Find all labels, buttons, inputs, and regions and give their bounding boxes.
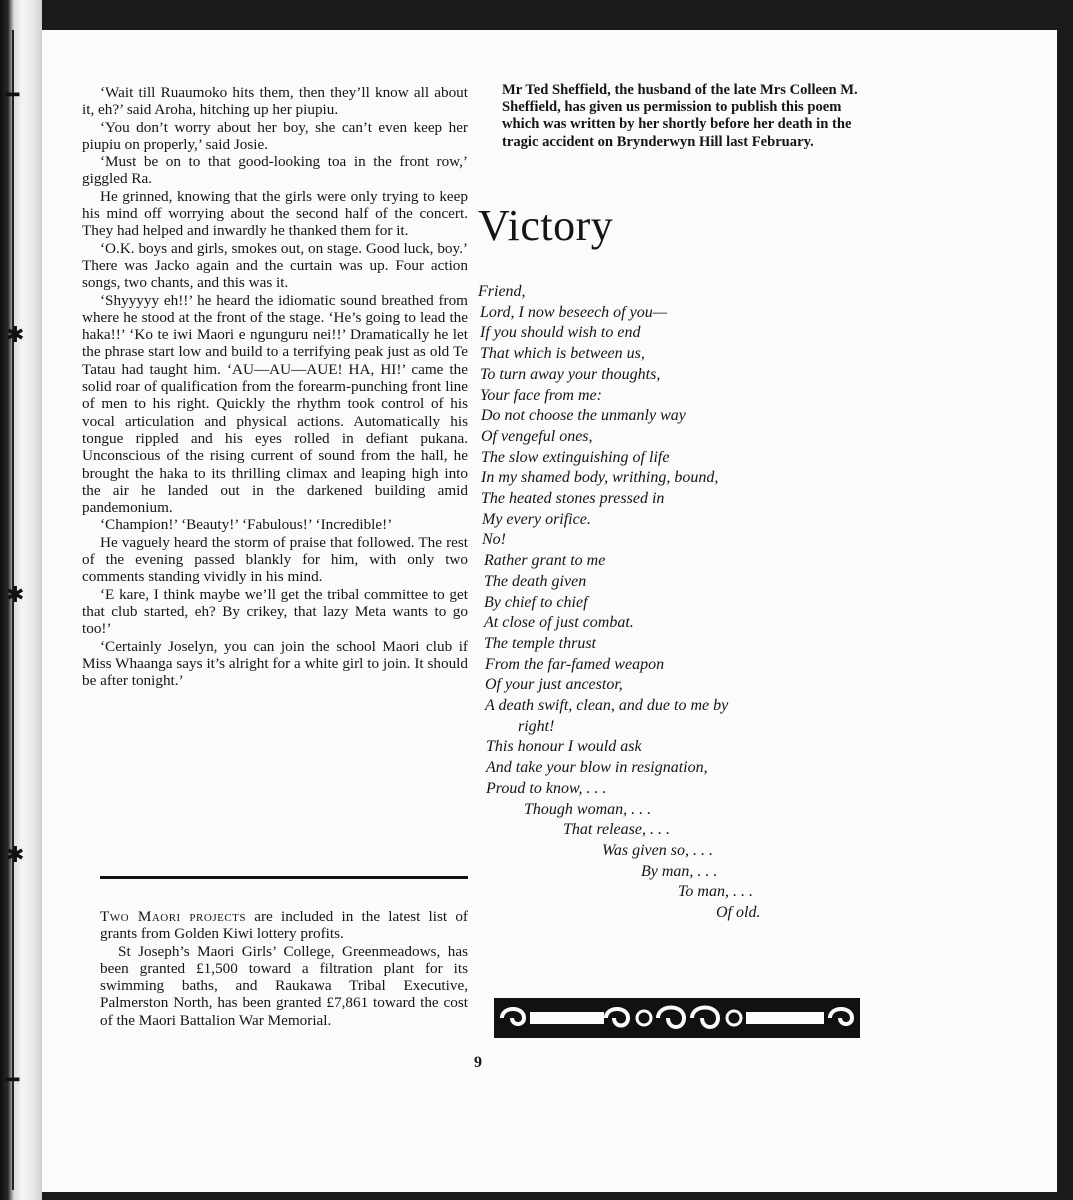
story-paragraph: ‘Champion!’ ‘Beauty!’ ‘Fabulous!’ ‘Incredible!’ xyxy=(100,516,393,534)
story-paragraph: ‘Shyyyyy eh!!’ he heard the idiomatic sound breathed from where he stood at the front of the stage. ‘He’s going to lead the haka!!’ ‘Ko te iwi Maori e ngunguru nei!!’ Dramatically he let the phrase start low and build to a terrifying peak just as old Te Tatau had taught him. ‘AU—AU—AUE! HA, HI!’ came the solid roar of qualification from the forearm-punching front line of men to his right. Quickly the rhythm took control of his vocal articulation and physical actions. Automatically his tongue rippled and his eyes rolled in defiant pukana. Unconscious of the rising current of sound from the hall, he brought the haka to its thrilling climax and leaping high into the air he landed out in the darkened building amid pandemonium. xyxy=(82,291,468,517)
binding-staple: ✱ xyxy=(6,322,25,347)
poem-line: By man, . . . xyxy=(641,862,718,880)
poem-line: Of your just ancestor, xyxy=(485,676,623,694)
grants-paragraph xyxy=(100,908,468,943)
binding-staple: ✱ xyxy=(6,842,25,867)
poem-line: No! xyxy=(482,531,506,549)
poem-intro-block xyxy=(502,82,872,151)
poem-line: Do not choose the unmanly way xyxy=(481,407,686,425)
story-paragraph: ‘E kare, I think maybe we’ll get the tribal committee to get that club started, eh? By crikey, that lazy Meta wants to go too!’ xyxy=(82,585,468,638)
story-column xyxy=(82,84,468,689)
poem-line: That release, . . . xyxy=(563,821,670,839)
poem-line: right! xyxy=(518,717,555,735)
poem-line: To man, . . . xyxy=(678,883,753,901)
grants-lead-rest: are included in the latest list of grants from Golden Kiwi lottery profits. xyxy=(100,908,468,943)
poem-line: In my shamed body, writhing, bound, xyxy=(481,469,719,487)
poem-line: If you should wish to end xyxy=(480,324,641,342)
page-number: 9 xyxy=(474,1054,482,1071)
poem-line: Of old. xyxy=(716,904,761,922)
kowhaiwhai-border xyxy=(494,998,860,1038)
story-paragraph: ‘You don’t worry about her boy, she can’t even keep her piupiu on properly,’ said Josie. xyxy=(82,118,468,153)
poem-line: The death given xyxy=(484,572,587,590)
poem-line: Was given so, . . . xyxy=(602,841,713,859)
binding-staple: ━ xyxy=(6,82,20,107)
poem-title: Victory xyxy=(478,201,614,250)
poem-line: My every orifice. xyxy=(482,510,591,528)
binding-thread xyxy=(12,30,14,1190)
book-spine xyxy=(0,0,42,1200)
poem-line: The heated stones pressed in xyxy=(481,490,665,508)
poem-line: Friend, xyxy=(478,283,526,300)
poem-line: Of vengeful ones, xyxy=(481,427,593,445)
binding-staple: ✱ xyxy=(6,582,25,607)
poem-line: To turn away your thoughts, xyxy=(480,365,661,383)
story-paragraph: He vaguely heard the storm of praise that followed. The rest of the evening passed blankly for him, with only two comments standing vividly in his mind. xyxy=(82,533,468,586)
poem-line: Proud to know, . . . xyxy=(486,779,607,797)
poem-line: The slow extinguishing of life xyxy=(481,448,670,466)
poem-line: The temple thrust xyxy=(484,634,596,652)
story-paragraph: ‘Certainly Joselyn, you can join the school Maori club if Miss Whaanga says it’s alright for a white girl to join. It should be after tonight.’ xyxy=(82,637,468,690)
poem-line: And take your blow in resignation, xyxy=(486,759,708,777)
poem-line: A death swift, clean, and due to me by xyxy=(485,697,729,715)
poem-line: By chief to chief xyxy=(484,593,588,611)
poem-line: From the far-famed weapon xyxy=(485,655,665,673)
poem-line: Rather grant to me xyxy=(484,552,606,570)
grants-news-item xyxy=(100,908,468,1029)
grants-lead: Two Maori projects xyxy=(100,908,246,925)
story-paragraph: ‘O.K. boys and girls, smokes out, on stage. Good luck, boy.’ There was Jacko again and the curtain was up. Four action songs, two chants, and this was it. xyxy=(82,239,468,292)
poem-line: This honour I would ask xyxy=(486,738,642,756)
poem-line: That which is between us, xyxy=(480,345,645,363)
binding-staple: ━ xyxy=(6,1067,20,1092)
poem-line: Though woman, . . . xyxy=(524,800,652,818)
story-paragraph: ‘Must be on to that good-looking toa in the front row,’ giggled Ra. xyxy=(82,153,468,188)
poem-intro: Mr Ted Sheffield, the husband of the late Mrs Colleen M. Sheffield, has given us permission to publish this poem which was written by her shortly before her death in the tragic accident on Brynderwyn Hill last February. xyxy=(502,82,858,150)
poem-body xyxy=(478,282,878,924)
poem-line: Lord, I now beseech of you— xyxy=(480,303,667,321)
poem-line: At close of just combat. xyxy=(484,614,634,632)
section-divider xyxy=(100,876,468,879)
magazine-page xyxy=(42,30,1057,1192)
story-paragraph: ‘Wait till Ruaumoko hits them, then they’ll know all about it, eh?’ said Aroha, hitching up her piupiu. xyxy=(82,84,468,119)
poem-line: Your face from me: xyxy=(480,386,602,404)
story-paragraph: He grinned, knowing that the girls were only trying to keep his mind off worrying about the second half of the concert. They had helped and inwardly he thanked them for it. xyxy=(82,187,468,240)
grants-paragraph: St Joseph’s Maori Girls’ College, Greenmeadows, has been granted £1,500 toward a filtration plant for its swimming baths, and Raukawa Tribal Executive, Palmerston North, has been granted £7,861 toward the cost of the Maori Battalion War Memorial. xyxy=(100,942,468,1029)
kowhaiwhai-ornament xyxy=(494,998,860,1038)
